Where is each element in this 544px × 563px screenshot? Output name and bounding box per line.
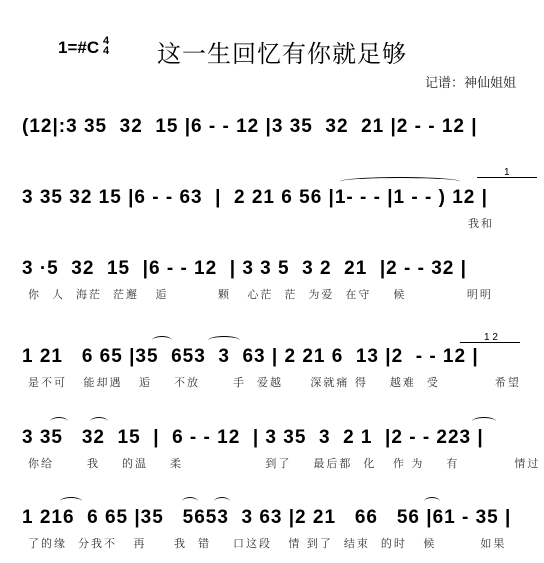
slur <box>340 177 460 186</box>
song-title: 这一生回忆有你就足够 <box>157 40 407 68</box>
notes-line: 1 21 6 65 |35 653 3 63 | 2 21 6 13 |2 - - 12 | <box>22 346 479 367</box>
slur <box>152 336 172 345</box>
notes-line: 1 216 6 65 |35 5653 3 63 |2 21 66 56 |61 - 35 | <box>22 507 512 528</box>
lyrics-line: 我和 <box>468 217 494 230</box>
slur <box>90 417 108 426</box>
slur <box>60 497 82 506</box>
volta-number: 1 <box>504 167 510 178</box>
slur <box>182 497 198 506</box>
lyrics-line: 了的缘 分我不 再 我 错 口这段 情 到了 结束 的时 候 如果 <box>28 537 507 550</box>
slur <box>50 417 68 426</box>
lyrics-line: 你给 我 的温 柔 到了 最后都 化 作 为 有 情过 <box>28 457 541 470</box>
time-signature <box>103 36 109 56</box>
lyrics-line: 是不可 能却遇 逅 不放 手 爱越 深就痛 得 越难 受 希望 <box>28 376 521 389</box>
slur <box>214 497 230 506</box>
notes-line: (12|:3 35 32 15 |6 - - 12 |3 35 32 21 |2 - - 12 | <box>22 116 478 137</box>
slur <box>424 497 440 506</box>
notes-line: 3 35 32 15 | 6 - - 12 | 3 35 3 2 1 |2 - - 223 | <box>22 427 484 448</box>
meter-top: 4 <box>103 35 110 47</box>
notes-line: 3 ·5 32 15 |6 - - 12 | 3 3 5 3 2 21 |2 - - 32 | <box>22 258 467 279</box>
transcriber-credit: 记谱：神仙姐姐 <box>425 76 517 91</box>
key-signature: 1=#C <box>58 38 100 57</box>
slur <box>208 336 240 345</box>
lyrics-line: 你 人 海茫 茫邂 逅 颗 心茫 茫 为爱 在守 候 明明 <box>28 288 493 301</box>
volta-number: 1 2 <box>484 332 498 343</box>
notes-line: 3 35 32 15 |6 - - 63 | 2 21 6 56 |1- - - |1 - - ) 12 | <box>22 187 488 208</box>
meter-bottom: 4 <box>103 45 110 57</box>
slur <box>472 417 496 426</box>
